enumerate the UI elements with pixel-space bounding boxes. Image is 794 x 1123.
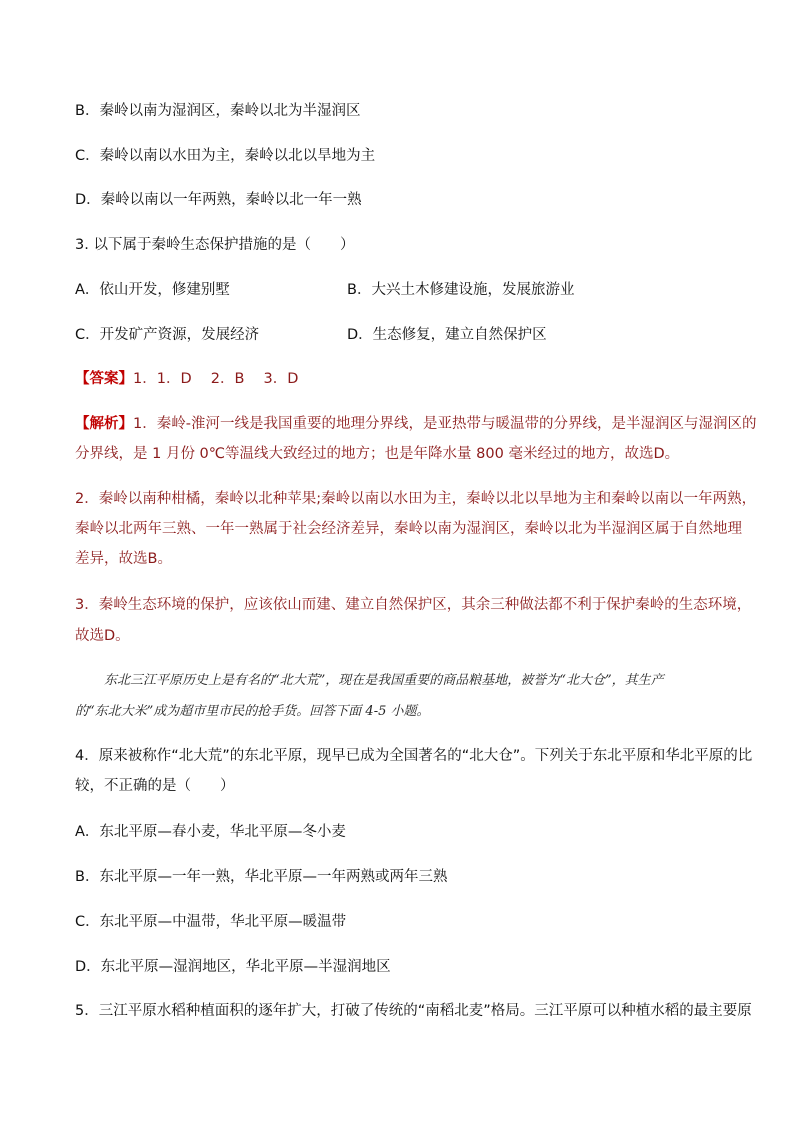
analysis-tag: 【解析】 — [75, 416, 133, 432]
q4-option-d: D．东北平原—湿润地区，华北平原—半湿润地区 — [75, 959, 391, 975]
reading-passage-line1: 东北三江平原历史上是有名的“北大荒”，现在是我国重要的商品粮基地，被誉为“北大仓”，其生产 — [104, 673, 664, 688]
q4-option-c: C．东北平原—中温带，华北平原—暖温带 — [75, 914, 347, 930]
analysis-p1-text1: 1．秦岭-淮河一线是我国重要的地理分界线，是亚热带与暖温带的分界线，是半湿润区与湿润区的 — [133, 416, 757, 432]
q4-option-b: B．东北平原—一年一熟，华北平原—一年两熟或两年三熟 — [75, 869, 448, 885]
q3-option-b: B．大兴土木修建设施，发展旅游业 — [347, 282, 575, 298]
q4-option-a: A．东北平原—春小麦，华北平原—冬小麦 — [75, 824, 346, 840]
analysis-p2-line3: 差异，故选B。 — [75, 551, 172, 567]
q2-option-d: D．秦岭以南以一年两熟，秦岭以北一年一熟 — [75, 192, 362, 208]
analysis-p3-line1: 3．秦岭生态环境的保护，应该依山而建、建立自然保护区，其余三种做法都不利于保护秦岭的生态环境， — [75, 597, 752, 613]
answer-line — [75, 369, 298, 389]
reading-passage-line2: 的“东北大米”成为超市里市民的抢手货。回答下面 4-5 小题。 — [75, 704, 430, 719]
q4-stem-line1: 4．原来被称作“北大荒”的东北平原，现早已成为全国著名的“北大仓”。下列关于东北平原和华北平原的比 — [75, 748, 753, 764]
analysis-p2-line2: 秦岭以北两年三熟、一年一熟属于社会经济差异，秦岭以南为湿润区，秦岭以北为半湿润区属于自然地理 — [75, 521, 742, 537]
q2-option-c: C．秦岭以南以水田为主，秦岭以北以旱地为主 — [75, 148, 376, 164]
q2-option-b: B．秦岭以南为湿润区，秦岭以北为半湿润区 — [75, 103, 361, 119]
answer-tag: 【答案】 — [75, 371, 133, 387]
q3-option-c: C．开发矿产资源，发展经济 — [75, 327, 260, 343]
analysis-p3-line2: 故选D。 — [75, 628, 130, 644]
analysis-p2-line1: 2．秦岭以南种柑橘，秦岭以北种苹果;秦岭以南以水田为主，秦岭以北以旱地为主和秦岭以南以一年两熟， — [75, 491, 757, 507]
q5-stem-line1: 5．三江平原水稻种植面积的逐年扩大，打破了传统的“南稻北麦”格局。三江平原可以种植水稻的最主要原 — [75, 1003, 752, 1019]
analysis-p1-line2: 分界线，是 1 月份 0℃等温线大致经过的地方；也是年降水量 800 毫米经过的地方，故选D。 — [75, 446, 680, 462]
answer-text: 1．1．D 2．B 3．D — [133, 371, 299, 387]
q3-option-d: D．生态修复，建立自然保护区 — [347, 327, 547, 343]
q3-option-a: A．依山开发，修建别墅 — [75, 282, 230, 298]
q4-stem-line2: 较，不正确的是（ ） — [75, 778, 235, 794]
q3-stem: 3. 以下属于秦岭生态保护措施的是（ ） — [75, 237, 355, 253]
analysis-p1-line1 — [75, 414, 756, 434]
